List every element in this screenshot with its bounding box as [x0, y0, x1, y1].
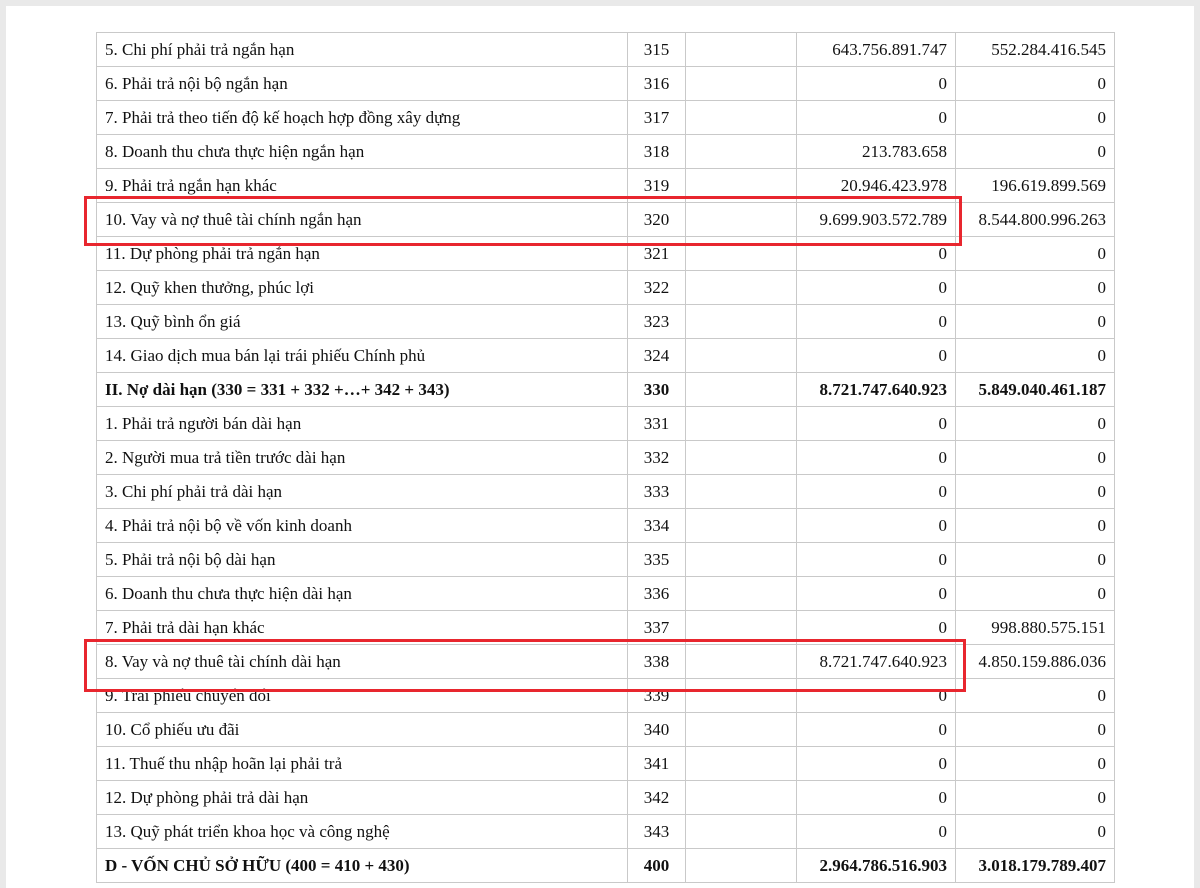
row-note: [686, 475, 797, 509]
row-note: [686, 645, 797, 679]
row-label: 13. Quỹ phát triển khoa học và công nghệ: [97, 815, 628, 849]
row-value-previous: 0: [956, 67, 1115, 101]
row-value-current: 0: [797, 305, 956, 339]
row-note: [686, 237, 797, 271]
row-label: 8. Doanh thu chưa thực hiện ngắn hạn: [97, 135, 628, 169]
row-label: 2. Người mua trả tiền trước dài hạn: [97, 441, 628, 475]
row-value-previous: 0: [956, 713, 1115, 747]
table-row: [97, 271, 1115, 305]
table-row: [97, 611, 1115, 645]
row-code: 331: [628, 407, 686, 441]
row-note: [686, 441, 797, 475]
table-row: [97, 407, 1115, 441]
row-value-previous: 0: [956, 135, 1115, 169]
row-value-current: 0: [797, 237, 956, 271]
table-row: [97, 815, 1115, 849]
row-code: 337: [628, 611, 686, 645]
row-label: 6. Doanh thu chưa thực hiện dài hạn: [97, 577, 628, 611]
row-value-current: 0: [797, 67, 956, 101]
row-code: 333: [628, 475, 686, 509]
row-label: 5. Phải trả nội bộ dài hạn: [97, 543, 628, 577]
row-value-previous: 0: [956, 475, 1115, 509]
row-note: [686, 509, 797, 543]
row-value-previous: 0: [956, 237, 1115, 271]
row-value-current: 0: [797, 271, 956, 305]
row-value-previous: 0: [956, 305, 1115, 339]
row-label: 10. Cổ phiếu ưu đãi: [97, 713, 628, 747]
row-value-current: 643.756.891.747: [797, 33, 956, 67]
row-code: 317: [628, 101, 686, 135]
row-code: 319: [628, 169, 686, 203]
row-label: 5. Chi phí phải trả ngắn hạn: [97, 33, 628, 67]
table-row: [97, 509, 1115, 543]
row-value-current: 0: [797, 815, 956, 849]
row-value-previous: 0: [956, 509, 1115, 543]
row-label: 7. Phải trả theo tiến độ kế hoạch hợp đồng xây dựng: [97, 101, 628, 135]
row-label: 14. Giao dịch mua bán lại trái phiếu Chính phủ: [97, 339, 628, 373]
row-value-previous: 552.284.416.545: [956, 33, 1115, 67]
row-label: 4. Phải trả nội bộ về vốn kinh doanh: [97, 509, 628, 543]
row-label: 8. Vay và nợ thuê tài chính dài hạn: [97, 645, 628, 679]
row-code: 321: [628, 237, 686, 271]
table-row: [97, 237, 1115, 271]
row-label: II. Nợ dài hạn (330 = 331 + 332 +…+ 342 + 343): [97, 373, 628, 407]
row-note: [686, 169, 797, 203]
row-code: 339: [628, 679, 686, 713]
row-value-current: 0: [797, 339, 956, 373]
row-label: 11. Dự phòng phải trả ngắn hạn: [97, 237, 628, 271]
row-value-current: 0: [797, 747, 956, 781]
row-code: 332: [628, 441, 686, 475]
row-value-previous: 0: [956, 441, 1115, 475]
table-row: [97, 67, 1115, 101]
row-value-current: 0: [797, 441, 956, 475]
row-value-current: 0: [797, 407, 956, 441]
row-value-previous: 0: [956, 577, 1115, 611]
row-note: [686, 849, 797, 883]
row-value-previous: 0: [956, 271, 1115, 305]
row-value-current: 0: [797, 577, 956, 611]
row-value-current: 0: [797, 679, 956, 713]
row-code: 318: [628, 135, 686, 169]
row-note: [686, 271, 797, 305]
row-note: [686, 33, 797, 67]
row-value-previous: 998.880.575.151: [956, 611, 1115, 645]
row-note: [686, 747, 797, 781]
row-label: 3. Chi phí phải trả dài hạn: [97, 475, 628, 509]
row-value-current: 0: [797, 101, 956, 135]
row-value-previous: 0: [956, 543, 1115, 577]
table-row: [97, 135, 1115, 169]
row-code: 320: [628, 203, 686, 237]
row-code: 323: [628, 305, 686, 339]
row-code: 400: [628, 849, 686, 883]
row-code: 330: [628, 373, 686, 407]
row-note: [686, 135, 797, 169]
row-label: 1. Phải trả người bán dài hạn: [97, 407, 628, 441]
table-row: [97, 781, 1115, 815]
table-row: [97, 203, 1115, 237]
row-value-current: 20.946.423.978: [797, 169, 956, 203]
row-value-previous: 196.619.899.569: [956, 169, 1115, 203]
table-row: [97, 475, 1115, 509]
table-row: [97, 169, 1115, 203]
row-value-current: 0: [797, 543, 956, 577]
row-value-previous: 0: [956, 407, 1115, 441]
row-note: [686, 203, 797, 237]
row-code: 336: [628, 577, 686, 611]
table-row: [97, 747, 1115, 781]
row-code: 324: [628, 339, 686, 373]
row-value-previous: 0: [956, 679, 1115, 713]
row-value-current: 213.783.658: [797, 135, 956, 169]
row-note: [686, 305, 797, 339]
row-label: 12. Quỹ khen thưởng, phúc lợi: [97, 271, 628, 305]
table-row: [97, 543, 1115, 577]
row-label: D - VỐN CHỦ SỞ HỮU (400 = 410 + 430): [97, 849, 628, 883]
row-code: 341: [628, 747, 686, 781]
table-row: [97, 33, 1115, 67]
row-value-current: 9.699.903.572.789: [797, 203, 956, 237]
row-value-current: 0: [797, 781, 956, 815]
row-note: [686, 815, 797, 849]
row-value-previous: 3.018.179.789.407: [956, 849, 1115, 883]
table-row: [97, 679, 1115, 713]
row-note: [686, 339, 797, 373]
balance-sheet-body: [97, 33, 1115, 883]
table-row: [97, 373, 1115, 407]
row-value-current: 0: [797, 509, 956, 543]
row-label: 9. Phải trả ngắn hạn khác: [97, 169, 628, 203]
table-row: [97, 441, 1115, 475]
row-value-previous: 5.849.040.461.187: [956, 373, 1115, 407]
row-value-current: 8.721.747.640.923: [797, 373, 956, 407]
row-note: [686, 679, 797, 713]
row-value-previous: 0: [956, 101, 1115, 135]
row-label: 12. Dự phòng phải trả dài hạn: [97, 781, 628, 815]
row-code: 338: [628, 645, 686, 679]
document-page: [6, 6, 1194, 888]
row-code: 334: [628, 509, 686, 543]
row-note: [686, 373, 797, 407]
row-code: 342: [628, 781, 686, 815]
row-value-current: 0: [797, 475, 956, 509]
row-label: 10. Vay và nợ thuê tài chính ngắn hạn: [97, 203, 628, 237]
row-label: 11. Thuế thu nhập hoãn lại phải trả: [97, 747, 628, 781]
row-value-previous: 8.544.800.996.263: [956, 203, 1115, 237]
row-value-previous: 0: [956, 747, 1115, 781]
row-value-previous: 4.850.159.886.036: [956, 645, 1115, 679]
row-value-current: 2.964.786.516.903: [797, 849, 956, 883]
row-value-previous: 0: [956, 781, 1115, 815]
row-note: [686, 101, 797, 135]
row-value-current: 0: [797, 713, 956, 747]
table-row: [97, 101, 1115, 135]
row-value-previous: 0: [956, 815, 1115, 849]
table-row: [97, 577, 1115, 611]
row-code: 343: [628, 815, 686, 849]
row-label: 6. Phải trả nội bộ ngắn hạn: [97, 67, 628, 101]
row-label: 9. Trái phiếu chuyển đổi: [97, 679, 628, 713]
row-note: [686, 67, 797, 101]
row-note: [686, 543, 797, 577]
row-value-current: 8.721.747.640.923: [797, 645, 956, 679]
row-code: 340: [628, 713, 686, 747]
row-value-current: 0: [797, 611, 956, 645]
row-note: [686, 577, 797, 611]
row-note: [686, 407, 797, 441]
row-code: 315: [628, 33, 686, 67]
table-row: [97, 339, 1115, 373]
balance-sheet-table: [96, 32, 1115, 883]
row-note: [686, 781, 797, 815]
row-label: 7. Phải trả dài hạn khác: [97, 611, 628, 645]
table-row: [97, 305, 1115, 339]
row-value-previous: 0: [956, 339, 1115, 373]
table-row: [97, 849, 1115, 883]
row-label: 13. Quỹ bình ổn giá: [97, 305, 628, 339]
row-note: [686, 713, 797, 747]
table-row: [97, 645, 1115, 679]
table-row: [97, 713, 1115, 747]
row-note: [686, 611, 797, 645]
row-code: 316: [628, 67, 686, 101]
row-code: 335: [628, 543, 686, 577]
row-code: 322: [628, 271, 686, 305]
